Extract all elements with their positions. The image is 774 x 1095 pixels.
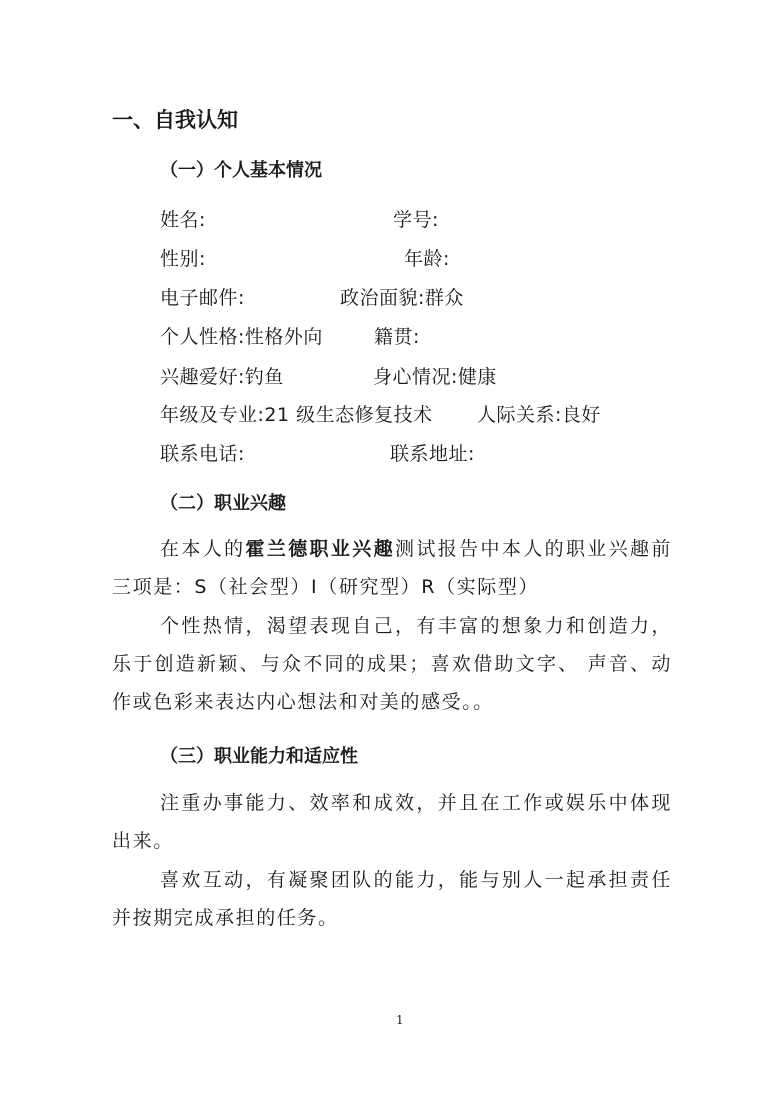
field-gender: 性别: bbox=[160, 248, 206, 270]
field-name: 姓名: bbox=[160, 209, 206, 231]
interest-p1-pre: 在本人的 bbox=[160, 538, 246, 560]
field-email: 电子邮件: bbox=[160, 287, 245, 309]
section-title: 一、自我认知 bbox=[112, 108, 238, 132]
ability-paragraph-2: 喜欢互动，有凝聚团队的能力，能与别人一起承担责任并按期完成承担的任务。 bbox=[112, 869, 672, 929]
interest-p1-post: 测试报告中本人的职业兴趣前三项是：S（社会型）I（研究型）R（实际型） bbox=[112, 538, 673, 598]
field-political: 政治面貌:群众 bbox=[340, 287, 464, 309]
holland-test-name: 霍兰德职业兴趣 bbox=[245, 538, 396, 560]
basic-info-heading: （一）个人基本情况 bbox=[160, 160, 322, 181]
field-personality: 个人性格:性格外向 bbox=[160, 326, 323, 348]
interest-paragraph-1 bbox=[112, 530, 672, 606]
page-number: 1 bbox=[396, 1013, 404, 1027]
field-relations: 人际关系:良好 bbox=[477, 404, 601, 426]
interest-paragraph-2: 个性热情，渴望表现自己，有丰富的想象力和创造力，乐于创造新颖、与众不同的成果；喜欢借助文字、 声音、动作或色彩来表达内心想法和对美的感受。。 bbox=[112, 615, 672, 713]
field-student-id: 学号: bbox=[393, 209, 439, 231]
field-hobby: 兴趣爱好:钓鱼 bbox=[160, 366, 284, 388]
field-health: 身心情况:健康 bbox=[373, 366, 497, 388]
field-phone: 联系电话: bbox=[160, 443, 245, 465]
field-address: 联系地址: bbox=[390, 443, 475, 465]
ability-heading: （三）职业能力和适应性 bbox=[160, 746, 358, 767]
field-age: 年龄: bbox=[404, 248, 450, 270]
interest-heading: （二）职业兴趣 bbox=[160, 493, 286, 514]
ability-paragraph-1: 注重办事能力、效率和成效，并且在工作或娱乐中体现出来。 bbox=[112, 792, 672, 852]
field-hometown: 籍贯: bbox=[374, 326, 420, 348]
field-major: 年级及专业:21 级生态修复技术 bbox=[160, 404, 433, 426]
